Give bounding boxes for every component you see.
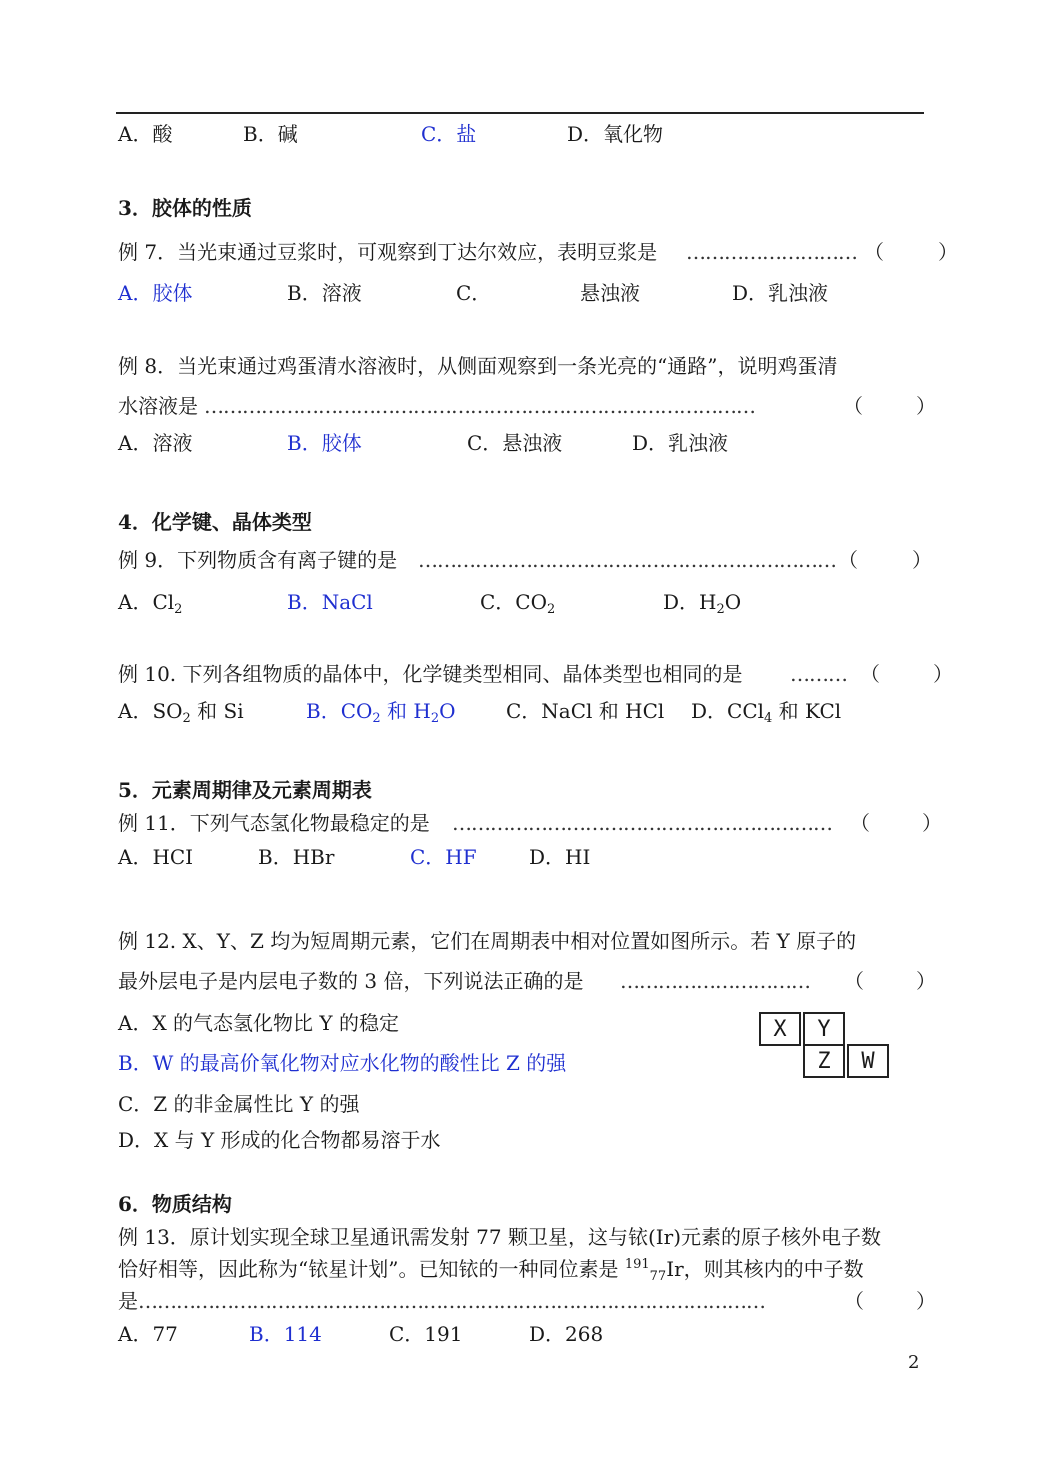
example-10-option-b-answer: B．$CO_2$ 和 $H_2O$ bbox=[306, 699, 456, 726]
example-11-question: 例 11．下列气态氢化物最稳定的是 bbox=[118, 811, 430, 835]
example-12-option-a: A．X 的气态氢化物比 Y 的稳定 bbox=[118, 1011, 399, 1035]
top-rule bbox=[116, 112, 924, 114]
example-13-dots: ……………………………………………………………………………………… bbox=[138, 1289, 765, 1313]
example-9-option-c: C．$CO_2$ bbox=[480, 590, 556, 617]
example-8-paren-close: ） bbox=[916, 394, 936, 418]
example-13-question-line1: 例 13．原计划实现全球卫星通讯需发射 77 颗卫星，这与铱(Ir)元素的原子核外电子数 bbox=[118, 1225, 882, 1249]
example-9-paren-close: ） bbox=[912, 548, 932, 572]
example-13-option-a: A．77 bbox=[118, 1322, 178, 1346]
example-8-option-a: A．溶液 bbox=[118, 431, 193, 455]
grid-cell-w: W bbox=[847, 1044, 889, 1078]
example-10-dots: ……… bbox=[790, 662, 847, 686]
option-b: B．碱 bbox=[243, 122, 298, 146]
grid-cell-y: Y bbox=[803, 1012, 845, 1046]
page-number: 2 bbox=[908, 1352, 920, 1373]
section-5-heading: 5．元素周期律及元素周期表 bbox=[118, 778, 372, 802]
example-7-paren-close: ） bbox=[938, 240, 958, 264]
example-12-paren-close: ） bbox=[916, 969, 936, 993]
example-13-question-line3: 是 bbox=[118, 1289, 138, 1313]
example-10-option-a: A．$SO_2$ 和 Si bbox=[118, 699, 244, 726]
example-9-option-b-answer: B．NaCl bbox=[287, 590, 373, 614]
example-7-option-a-answer: A．胶体 bbox=[118, 281, 193, 305]
example-8-dots: …………………………………………………………………………… bbox=[204, 394, 755, 418]
example-12-question-line1: 例 12. X、Y、Z 均为短周期元素，它们在周期表中相对位置如图所示。若 Y 原子的 bbox=[118, 929, 857, 953]
example-7-option-d: D．乳浊液 bbox=[732, 281, 829, 305]
grid-cell-z: Z bbox=[803, 1044, 845, 1078]
example-13-paren-open: （ bbox=[844, 1289, 864, 1313]
example-9-option-d: D．$H_2O$ bbox=[663, 590, 742, 617]
example-9-paren-open: （ bbox=[838, 548, 858, 572]
section-4-heading: 4．化学键、晶体类型 bbox=[118, 510, 312, 534]
example-8-question-line2: 水溶液是 bbox=[118, 394, 198, 418]
section-3-heading: 3．胶体的性质 bbox=[118, 196, 252, 220]
example-9-question: 例 9．下列物质含有离子键的是 bbox=[118, 548, 398, 572]
option-c-answer: C．盐 bbox=[421, 122, 477, 146]
example-13-option-d: D．268 bbox=[529, 1322, 604, 1346]
example-11-option-d: D．HI bbox=[529, 845, 591, 869]
example-7-option-c: C． bbox=[456, 281, 492, 305]
example-10-paren-close: ） bbox=[933, 662, 953, 686]
example-9-option-a: A．$Cl_2$ bbox=[118, 590, 183, 617]
example-13-question-line2: 恰好相等，因此称为“铱星计划”。已知铱的一种同位素是 $^{191}_{77}$Ir，则其核内的中子数 bbox=[118, 1257, 864, 1284]
example-8-option-b-answer: B．胶体 bbox=[287, 431, 362, 455]
example-13-paren-close: ） bbox=[916, 1289, 936, 1313]
example-11-option-c-answer: C．HF bbox=[410, 845, 477, 869]
example-8-option-d: D．乳浊液 bbox=[632, 431, 729, 455]
example-7-option-c-text: 悬浊液 bbox=[580, 281, 640, 305]
example-10-option-c: C．NaCl 和 HCl bbox=[506, 699, 665, 723]
example-12-option-c: C．Z 的非金属性比 Y 的强 bbox=[118, 1092, 360, 1116]
example-10-paren-open: （ bbox=[860, 662, 880, 686]
example-8-paren-open: （ bbox=[843, 394, 863, 418]
example-12-option-b-answer: B．W 的最高价氧化物对应水化物的酸性比 Z 的强 bbox=[118, 1051, 567, 1075]
example-13-option-b-answer: B．114 bbox=[249, 1322, 322, 1346]
example-7-dots: ……………………… bbox=[686, 240, 857, 264]
example-10-question: 例 10. 下列各组物质的晶体中，化学键类型相同、晶体类型也相同的是 bbox=[118, 662, 743, 686]
example-11-option-b: B．HBr bbox=[258, 845, 335, 869]
example-11-paren-close: ） bbox=[922, 811, 942, 835]
option-d: D．氧化物 bbox=[567, 122, 664, 146]
example-7-paren-open: （ bbox=[864, 240, 884, 264]
example-10-option-d: D．CCl$_4$ 和 KCl bbox=[691, 699, 842, 726]
example-11-paren-open: （ bbox=[850, 811, 870, 835]
option-a: A．酸 bbox=[118, 122, 173, 146]
grid-cell-x: X bbox=[759, 1012, 801, 1046]
section-6-heading: 6．物质结构 bbox=[118, 1192, 232, 1216]
example-12-paren-open: （ bbox=[844, 969, 864, 993]
example-7-option-b: B．溶液 bbox=[287, 281, 362, 305]
example-7-question: 例 7．当光束通过豆浆时，可观察到丁达尔效应，表明豆浆是 bbox=[118, 240, 658, 264]
example-11-option-a: A．HCI bbox=[118, 845, 194, 869]
example-12-option-d: D．X 与 Y 形成的化合物都易溶于水 bbox=[118, 1128, 441, 1152]
example-8-question-line1: 例 8．当光束通过鸡蛋清水溶液时，从侧面观察到一条光亮的“通路”，说明鸡蛋清 bbox=[118, 354, 838, 378]
example-11-dots: …………………………………………………… bbox=[452, 811, 832, 835]
example-12-dots: ………………………… bbox=[620, 969, 810, 993]
example-13-option-c: C．191 bbox=[389, 1322, 463, 1346]
example-12-question-line2: 最外层电子是内层电子数的 3 倍，下列说法正确的是 bbox=[118, 969, 584, 993]
example-9-dots: ………………………………………………………… bbox=[418, 548, 836, 572]
example-8-option-c: C．悬浊液 bbox=[467, 431, 563, 455]
